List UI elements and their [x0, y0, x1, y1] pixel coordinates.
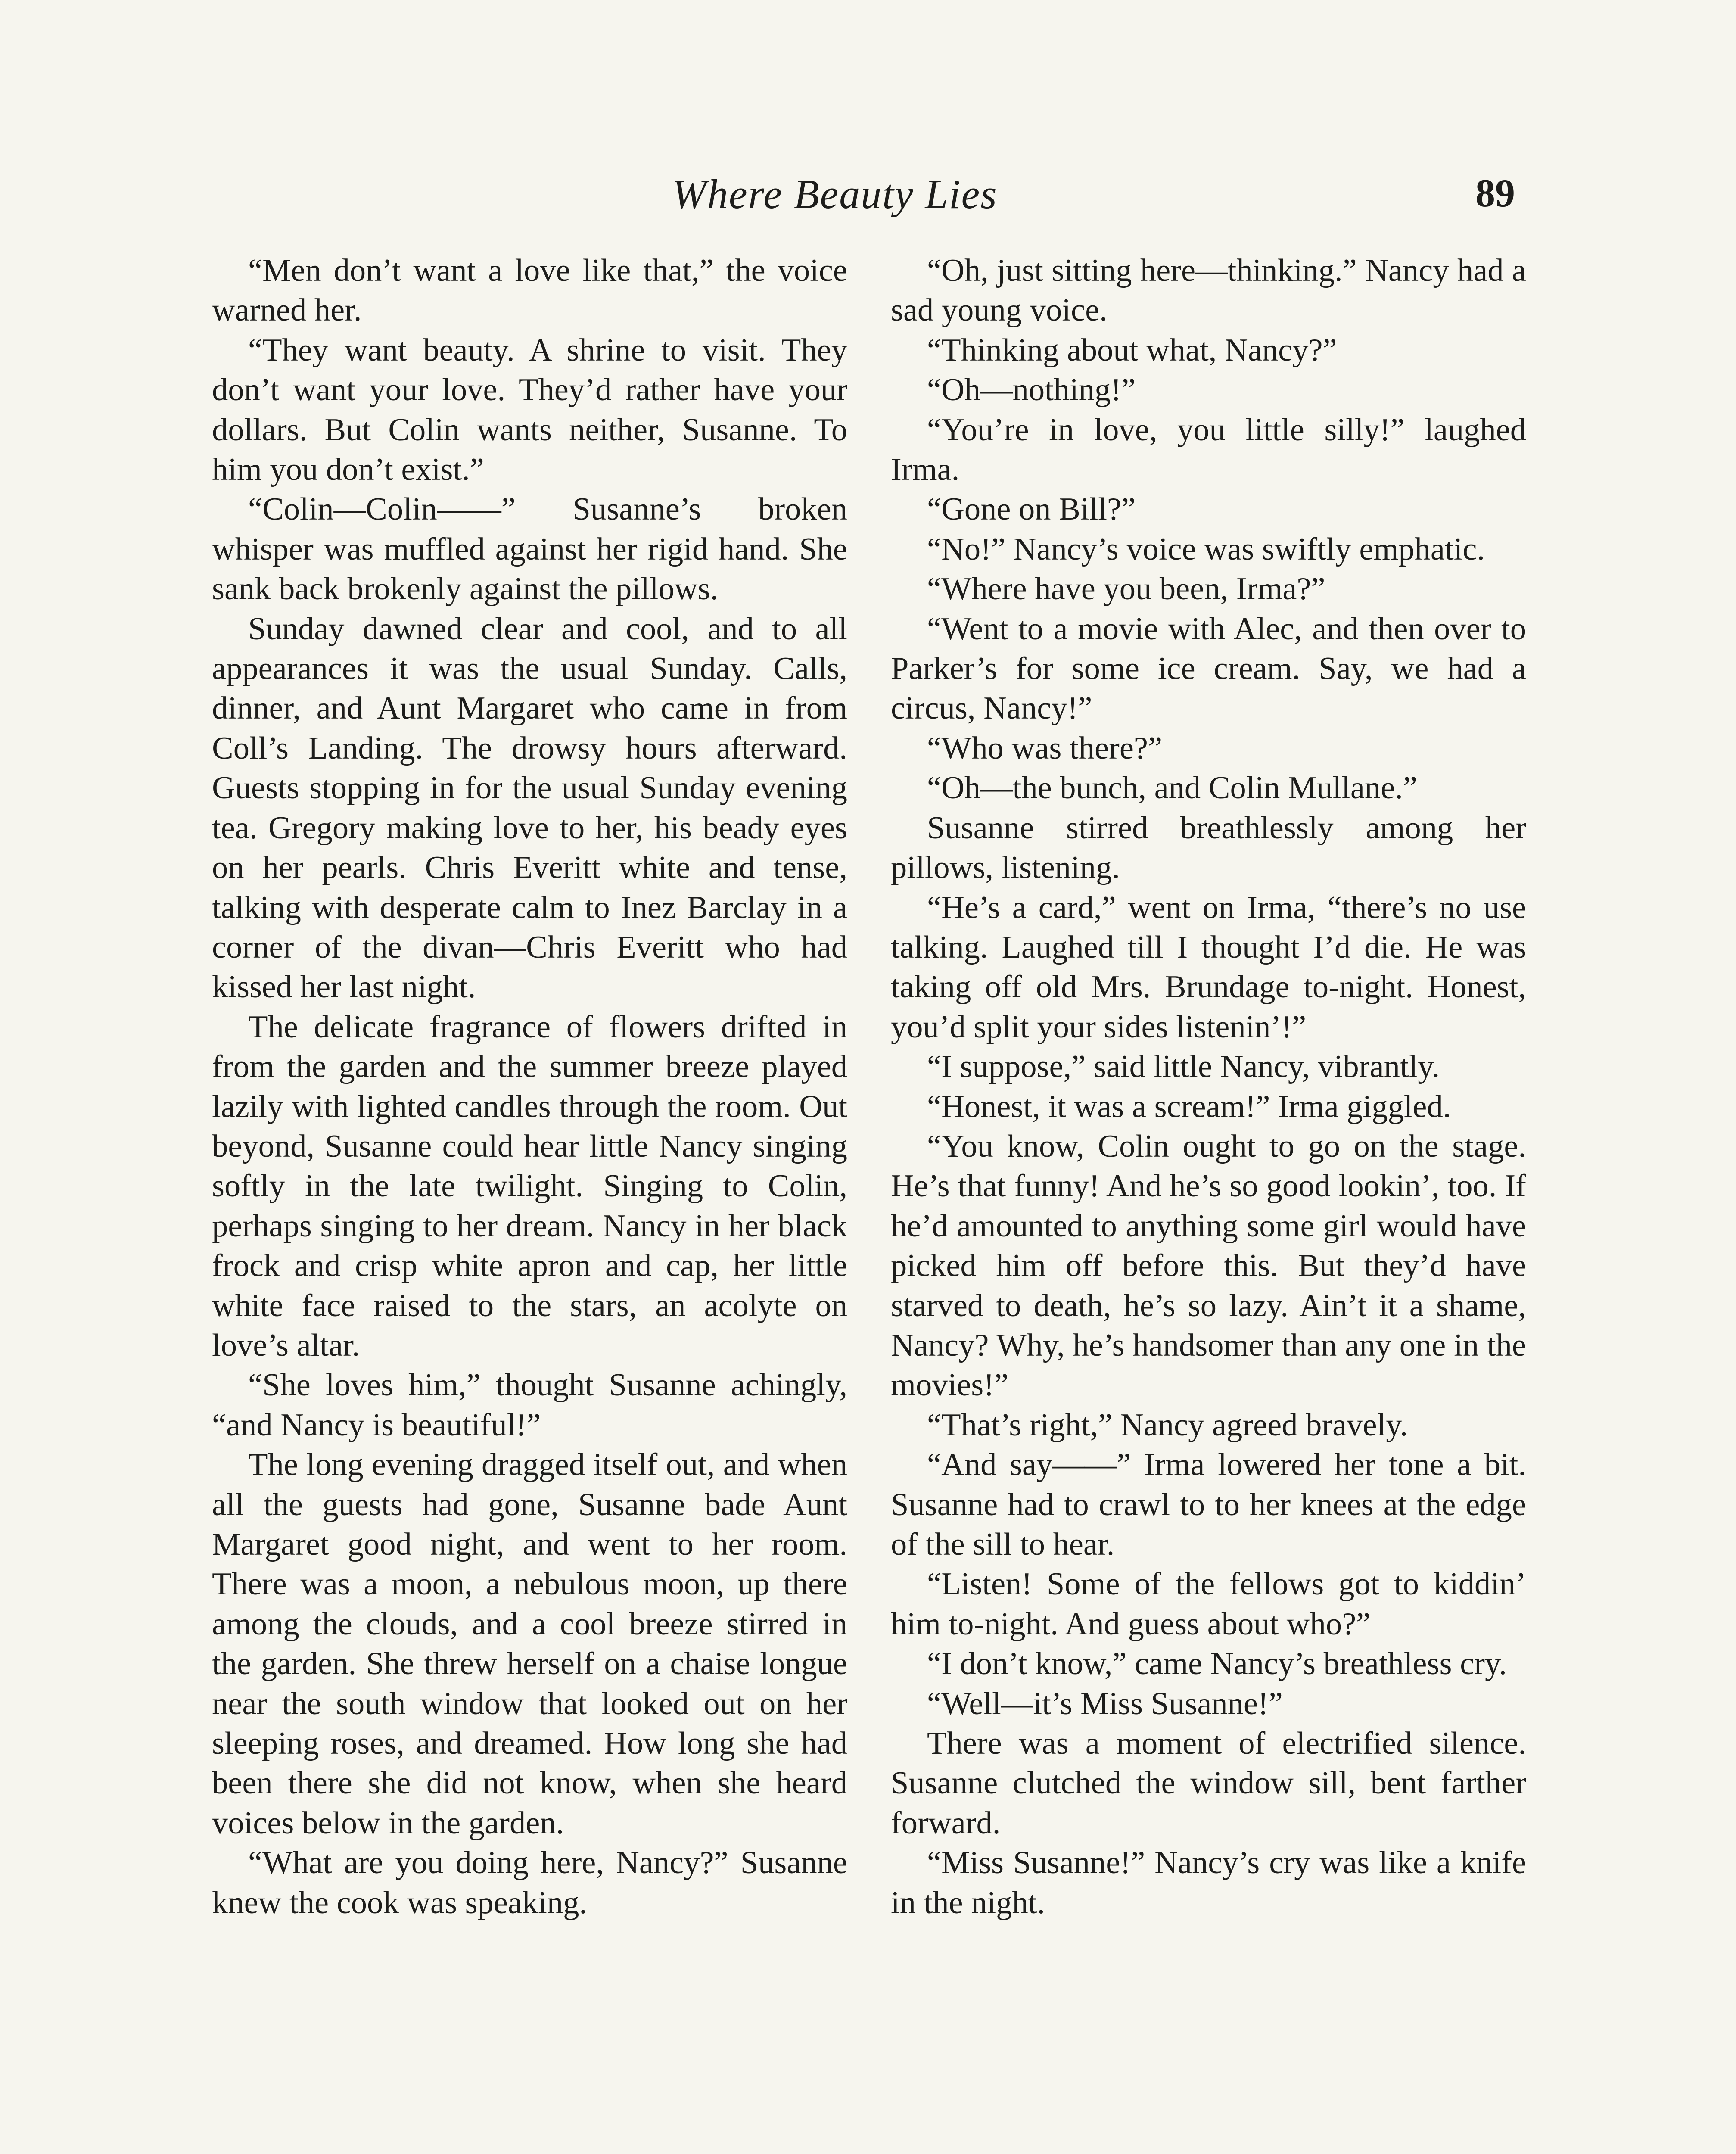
paragraph: The delicate fragrance of flowers drifted in from the garden and the summer breeze played lazily with lighted candles through the room. Out beyond, Susanne could hear little Nancy singing softly in the late twilight. Singing to Colin, perhaps singing to her dream. Nancy in her black frock and crisp white apron and cap, her little white face raised to the stars, an acolyte on love’s altar. — [212, 1009, 847, 1363]
right-column — [891, 251, 1526, 1923]
paragraph: “Oh—nothing!” — [927, 372, 1136, 408]
paragraph: “I suppose,” said little Nancy, vibrantly. — [927, 1049, 1440, 1085]
paragraph: There was a moment of electrified silence. Susanne clutched the window sill, bent farther forward. — [891, 1726, 1526, 1841]
left-column — [212, 251, 847, 1923]
paragraph: “Gone on Bill?” — [927, 492, 1136, 527]
paragraph: Sunday dawned clear and cool, and to all appearances it was the usual Sunday. Calls, dinner, and Aunt Margaret who came in from Coll’s Landing. The drowsy hours afterward. Guests stopping in for the usual Sunday evening tea. Gregory making love to her, his beady eyes on her pearls. Chris Everitt white and tense, talking with desperate calm to Inez Barclay in a corner of the divan—Chris Everitt who had kissed her last night. — [212, 611, 847, 1005]
paragraph: “Colin—Colin——” Susanne’s broken whisper was muffled against her rigid hand. She sank back brokenly against the pillows. — [212, 492, 847, 607]
paragraph: “Oh, just sitting here—thinking.” Nancy had a sad young voice. — [891, 253, 1526, 328]
paragraph: “You’re in love, you little silly!” laughed Irma. — [891, 412, 1526, 488]
paragraph: “He’s a card,” went on Irma, “there’s no use talking. Laughed till I thought I’d die. He was taking off old Mrs. Brundage to-night. Honest, you’d split your sides listenin’!” — [891, 890, 1526, 1045]
paragraph: “Well—it’s Miss Susanne!” — [927, 1686, 1283, 1721]
page-number: 89 — [1475, 171, 1515, 215]
paragraph: “You know, Colin ought to go on the stage. He’s that funny! And he’s so good lookin’, too. If he’d amounted to anything some girl would have picked him off before this. But they’d have starved to death, he’s so lazy. Ain’t it a shame, Nancy? Why, he’s handsomer than any one in the movies!” — [891, 1128, 1526, 1403]
paragraph: “That’s right,” Nancy agreed bravely. — [927, 1407, 1408, 1443]
paragraph: “Miss Susanne!” Nancy’s cry was like a knife in the night. — [891, 1845, 1526, 1921]
paragraph: “Where have you been, Irma?” — [927, 571, 1325, 607]
paragraph: The long evening dragged itself out, and when all the guests had gone, Susanne bade Aunt Margaret good night, and went to her room. There was a moon, a nebulous moon, up there among the clouds, and a cool breeze stirred in the garden. She threw herself on a chaise longue near the south window that looked out on her sleeping roses, and dreamed. How long she had been there she did not know, when she heard voices below in the garden. — [212, 1447, 847, 1841]
paragraph: “And say——” Irma lowered her tone a bit. Susanne had to crawl to to her knees at the edge of the sill to hear. — [891, 1447, 1526, 1562]
paragraph: “No!” Nancy’s voice was swiftly emphatic. — [927, 531, 1485, 567]
paragraph: “Thinking about what, Nancy?” — [927, 332, 1337, 368]
paragraph: “Went to a movie with Alec, and then over to Parker’s for some ice cream. Say, we had a circus, Nancy!” — [891, 611, 1526, 726]
paragraph: “They want beauty. A shrine to visit. They don’t want your love. They’d rather have your dollars. But Colin wants neither, Susanne. To him you don’t exist.” — [212, 332, 847, 488]
paragraph: “Men don’t want a love like that,” the voice warned her. — [212, 253, 847, 328]
paragraph: “Oh—the bunch, and Colin Mullane.” — [927, 770, 1417, 806]
paragraph: “What are you doing here, Nancy?” Susanne knew the cook was speaking. — [212, 1845, 847, 1921]
paragraph: “Honest, it was a scream!” Irma giggled. — [927, 1089, 1451, 1124]
paragraph: “Listen! Some of the fellows got to kiddin’ him to-night. And guess about who?” — [891, 1566, 1526, 1642]
paragraph: “Who was there?” — [927, 730, 1163, 766]
running-title: Where Beauty Lies — [672, 171, 998, 217]
paragraph: “She loves him,” thought Susanne achingly, “and Nancy is beautiful!” — [212, 1367, 847, 1443]
paragraph: Susanne stirred breathlessly among her pillows, listening. — [891, 810, 1526, 886]
paragraph: “I don’t know,” came Nancy’s breathless cry. — [927, 1646, 1507, 1682]
